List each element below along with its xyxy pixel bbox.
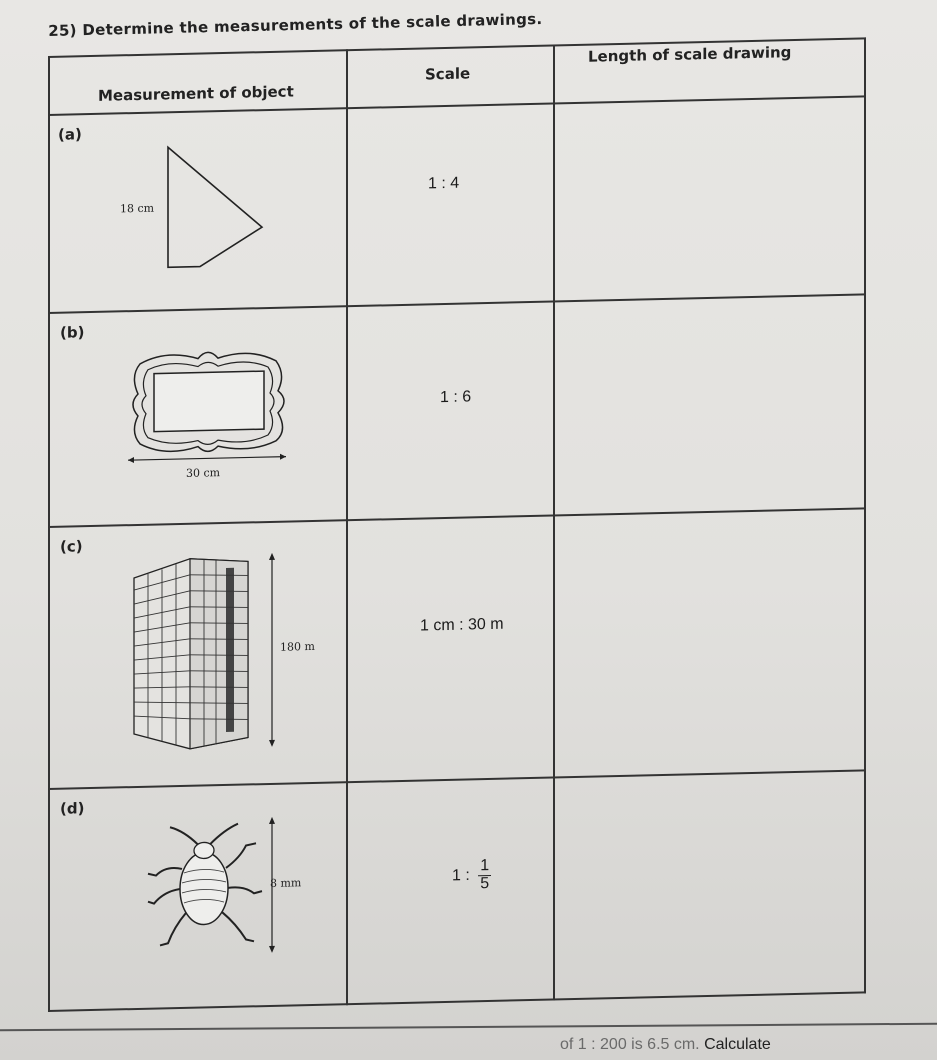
table-border-right bbox=[864, 37, 866, 993]
answer-cell-d[interactable] bbox=[556, 772, 862, 997]
scale-b: 1 : 6 bbox=[440, 388, 472, 407]
question-title: 25) Determine the measurements of the scale drawings. bbox=[48, 9, 543, 40]
building-icon bbox=[130, 551, 280, 754]
answer-cell-b[interactable] bbox=[556, 296, 862, 513]
row-label-d: (d) bbox=[60, 799, 85, 818]
answer-cell-c[interactable] bbox=[556, 510, 862, 775]
row-label-b: (b) bbox=[60, 323, 85, 342]
scale-a: 1 : 4 bbox=[428, 174, 460, 193]
table-border-left bbox=[48, 56, 50, 1012]
scale-d-prefix: 1 : bbox=[452, 866, 470, 885]
dimension-d: 8 mm bbox=[270, 876, 302, 890]
next-question-fragment bbox=[560, 1036, 771, 1054]
dimension-b: 30 cm bbox=[186, 466, 221, 480]
footer-text: Calculate bbox=[704, 1036, 771, 1053]
answer-cell-a[interactable] bbox=[556, 98, 862, 299]
scale-d-numerator: 1 bbox=[480, 856, 490, 875]
scale-d bbox=[452, 858, 491, 893]
dimension-a: 18 cm bbox=[120, 201, 155, 216]
ornate-frame-icon bbox=[126, 342, 291, 464]
page-divider bbox=[0, 1023, 937, 1031]
scale-d-denominator: 5 bbox=[480, 874, 490, 892]
row-label-c: (c) bbox=[60, 537, 83, 556]
scale-table bbox=[48, 37, 866, 1012]
bug-icon bbox=[146, 815, 276, 958]
header-measurement: Measurement of object bbox=[98, 82, 294, 105]
column-divider-1 bbox=[346, 49, 348, 1005]
scale-c: 1 cm : 30 m bbox=[420, 615, 504, 635]
triangle-shape-icon bbox=[158, 141, 268, 273]
dimension-c: 180 m bbox=[280, 639, 315, 654]
table-border-bottom bbox=[48, 991, 866, 1011]
row-label-a: (a) bbox=[58, 125, 82, 144]
footer-faint-text: of 1 : 200 is 6.5 cm. bbox=[560, 1036, 700, 1053]
header-scale: Scale bbox=[425, 64, 471, 84]
column-divider-2 bbox=[553, 45, 555, 1001]
header-length: Length of scale drawing bbox=[588, 43, 792, 66]
scale-d-fraction bbox=[478, 858, 491, 893]
